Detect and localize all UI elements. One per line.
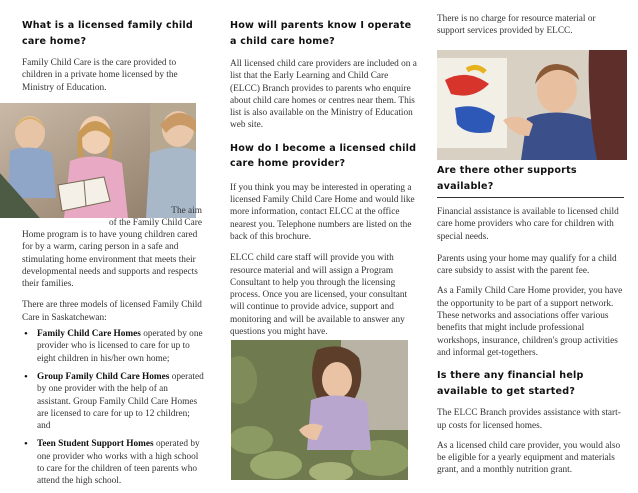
model-title: Teen Student Support Homes: [37, 439, 154, 450]
heading-how-become-licensed: How do I become a licensed child care home provider?: [230, 142, 417, 170]
col1-body: [22, 229, 204, 488]
become-paragraph: If you think you may be interested in operating a licensed Family Child Care Home and would like more information, contact ELCC at the office nearest you. Telephone numbers are listed on the back of this brochure.: [230, 182, 415, 242]
heading-other-supports: Are there other supports available?: [437, 163, 624, 198]
model-text: operated by one provider with the help of an assistant. Group Family Child Care Homes are licensed to care for up to 12 children; and: [37, 371, 204, 432]
staff-paragraph: ELCC child care staff will provide you with resource material and will assign a Program Consultant to help you through the licensing process. Once you are licensed, your consultant will continue to provide advice, support and monitoring and will be available to answer any questions you might have.: [230, 253, 408, 338]
models-intro: There are three models of licensed Family Child Care in Saskatchewan:: [22, 300, 202, 323]
grant-paragraph: As a licensed child care provider, you would also be eligible for a yearly equipment and materials grant, and a monthly nutrition grant.: [437, 440, 621, 476]
parents-paragraph: All licensed child care providers are included on a list that the Early Learning and Child Care (ELCC) Branch provides to parents who enquire about child care homes or centres near them. This list is also available on the Ministry of Education web site.: [230, 59, 417, 131]
list-item: [22, 371, 204, 432]
model-text: operated by one provider who works with a high school to care for the children of teen parents who attend the high school.: [37, 439, 200, 487]
model-title: Family Child Care Homes: [37, 329, 141, 340]
intro-paragraph: Family Child Care is the care provided to children in a private home licensed by the Ministry of Education.: [22, 58, 178, 93]
girl-gardening-photo: [231, 340, 408, 480]
heading-how-parents-know: How will parents know I operate a child care home?: [230, 20, 412, 47]
model-text: operated by one provider who is licensed to care for up to eight children in his/her own home;: [37, 329, 203, 364]
list-item: [22, 328, 204, 365]
no-charge-paragraph: There is no charge for resource material or support services provided by ELCC.: [437, 14, 596, 37]
network-paragraph: As a Family Child Care Home provider, you have the opportunity to be part of a support network. These networks and associations offer various benefits that might include professional workshops, insurance, children's group activities and informal get-togethers.: [437, 286, 623, 358]
models-list: [22, 328, 204, 488]
subsidy-paragraph: Parents using your home may qualify for a child care subsidy to assist with the parent fee.: [437, 253, 617, 277]
col3-body: [437, 163, 624, 477]
boy-painting-photo: [437, 50, 627, 160]
children-reading-photo: [0, 103, 196, 218]
aim-paragraph: Home program is to have young children cared for by a warm, caring person in a safe and stimulating home environment that meets their developmental needs and supports and respects their families.: [22, 230, 198, 290]
aim-right-line1: The aim: [171, 206, 202, 216]
heading-what-is-family-child-care: What is a licensed family child care home?: [22, 20, 193, 47]
aim-block: [22, 205, 202, 230]
financial-assistance-paragraph: Financial assistance is available to licensed child care home providers who care for children with special needs.: [437, 207, 619, 242]
aim-right-line2: of the Family Child Care: [109, 218, 202, 229]
heading-financial-help: Is there any financial help available to get started?: [437, 370, 584, 397]
startup-paragraph: The ELCC Branch provides assistance with start-up costs for licensed homes.: [437, 408, 621, 431]
list-item: [22, 438, 204, 487]
model-title: Group Family Child Care Homes: [37, 371, 170, 382]
